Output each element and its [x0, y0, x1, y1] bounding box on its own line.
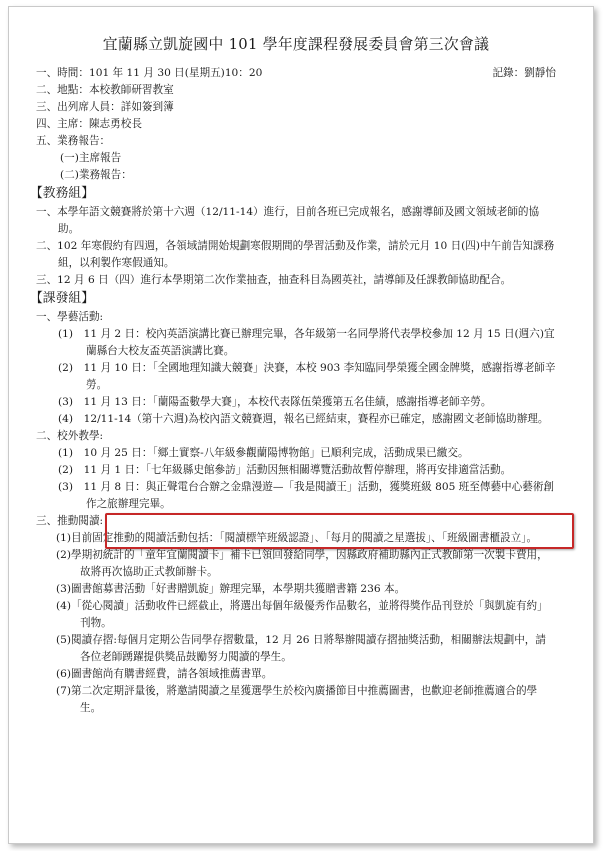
- meeting-attendees: 三、出列席人員：詳如簽到簿: [36, 101, 174, 113]
- arts-item: (3) 11 月 13 日：「蘭陽盃數學大賽」，本校代表隊伍榮獲第五名佳績，感謝指導老師辛勞。: [58, 396, 492, 408]
- reading-item: (6)圖書館尚有購書經費，請各領域推薦書單。: [56, 668, 273, 680]
- reading-item: (3)圖書館募書活動「好書贈凱旋」辦理完畢，本學期共獲贈書籍 236 本。: [56, 583, 406, 595]
- academic-item: 二、102 年寒假約有四週，各領域請開始規劃寒假期間的學習活動及作業，請於元月 10 日(四)中午前告知課務組，以利製作寒假通知。: [36, 240, 555, 269]
- subsection-field-trips: 二、校外教學:: [36, 430, 104, 442]
- recorder: 記錄：劉靜怡: [492, 67, 556, 79]
- document-title: 宜蘭縣立凱旋國中 101 學年度課程發展委員會第三次會議: [102, 36, 490, 53]
- academic-item: 三、12 月 6 日（四）進行本學期第二次作業抽查，抽查科目為國英社，請導師及任課教師協助配合。: [36, 274, 512, 286]
- report-item-business: (二)業務報告：: [60, 169, 132, 181]
- meeting-location: 二、地點：本校教師研習教室: [36, 84, 174, 96]
- reading-item: (1)目前固定推動的閱讀活動包括：「閱讀標竿班級認證」、「每月的閱讀之星選拔」、「班級圖書櫃設立」。: [56, 532, 538, 544]
- reading-item: (7)第二次定期評量後，將邀請閱讀之星獲選學生於校內廣播節目中推薦圖書，也歡迎老師推薦適合的學生。: [56, 685, 538, 714]
- meeting-time: [36, 65, 556, 82]
- reading-item: (2)學期初統計的「童年宜蘭閱讀卡」補卡已領回發給同學，因縣政府補助縣內正式教師第一次製卡費用，故將再次協助正式教師辦卡。: [56, 549, 548, 578]
- arts-item: (2) 11 月 10 日：「全國地理知識大競賽」決賽，本校 903 李知臨同學榮獲全國金牌獎，感謝指導老師辛勞。: [58, 362, 556, 391]
- subsection-arts: 一、學藝活動:: [36, 311, 104, 323]
- field-trip-item: (1) 10 月 25 日：「鄉土實察-八年級參觀蘭陽博物館」已順利完成，活動成果已繳交。: [58, 447, 469, 459]
- meeting-time-text: 一、時間：101 年 11 月 30 日(星期五)10：20: [36, 67, 263, 79]
- highlight-box: [105, 513, 574, 549]
- academic-item: 一、本學年語文競賽將於第十六週（12/11-14）進行，目前各班已完成報名，感謝導師及國文領域老師的協助。: [36, 206, 540, 235]
- section-heading-curriculum: 【課發組】: [30, 291, 94, 306]
- report-item-chair: (一)主席報告: [60, 152, 122, 164]
- business-report-heading: 五、業務報告：: [36, 135, 111, 147]
- reading-item: (5)閱讀存摺:每個月定期公告同學存摺數量，12 月 26 日將舉辦閱讀存摺抽獎活動，相關辦法規劃中，請各位老師踴躍提供獎品鼓勵努力閱讀的學生。: [56, 634, 546, 663]
- arts-item: (4) 12/11-14（第十六週)為校內語文競賽週，報名已經結束，賽程亦已確定，感謝國文老師協助辦理。: [58, 413, 549, 425]
- subsection-reading: 三、推動閱讀:: [36, 515, 104, 527]
- meeting-chair: 四、主席：陳志勇校長: [36, 118, 142, 130]
- arts-item: (1) 11 月 2 日：校內英語演講比賽已辦理完畢，各年級第一名同學將代表學校參加 12 月 15 日(週六)宜蘭縣台大校友盃英語演講比賽。: [58, 328, 555, 357]
- field-trip-item: (2) 11 月 1 日：「七年級縣史館參訪」活動因無相關導覽活動故暫停辦理，將再安排適當活動。: [58, 464, 512, 476]
- section-heading-academic: 【教務組】: [30, 186, 94, 201]
- document-content: [30, 35, 556, 717]
- reading-item: (4)「從心閱讀」活動收件已經截止，將選出每個年級優秀作品數名，並將得獎作品刊登於「與凱旋有約」刊物。: [56, 600, 548, 629]
- field-trip-item: (3) 11 月 8 日：與正聲電台合辦之金鼎漫遊—「我是閱讀王」活動，獲獎班級 805 班至傳藝中心藝術創作之旅辦理完畢。: [58, 481, 555, 510]
